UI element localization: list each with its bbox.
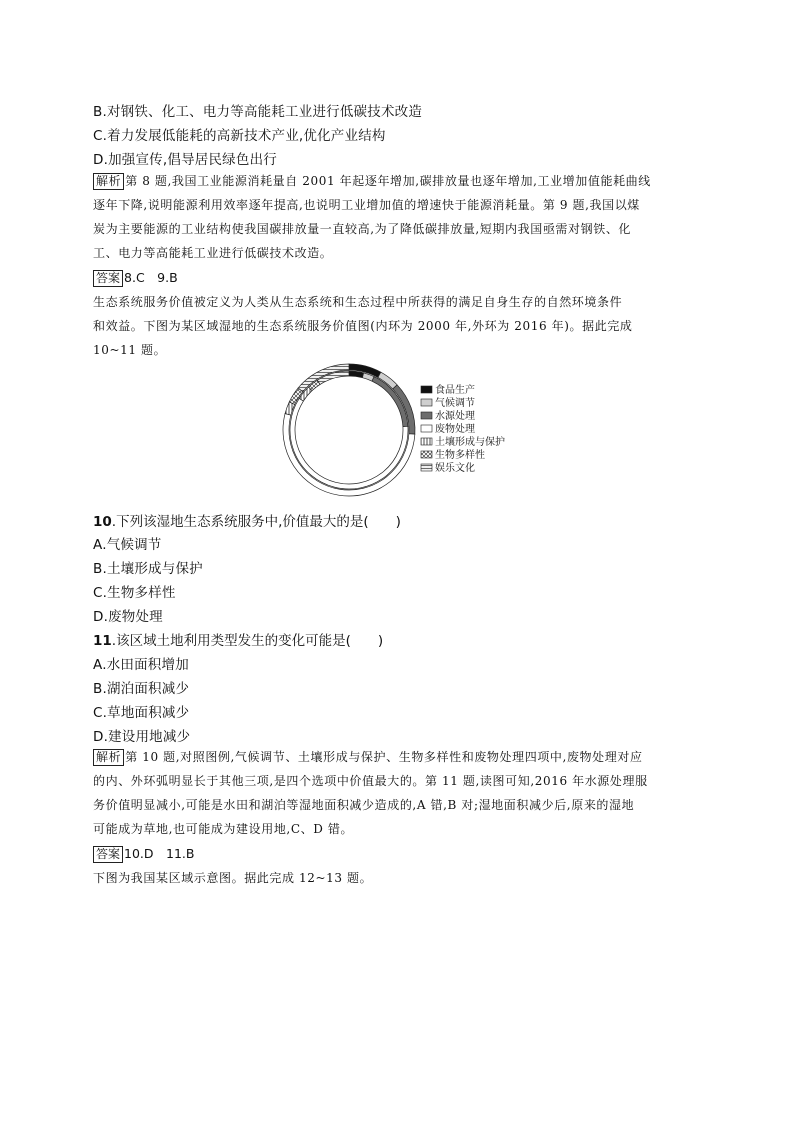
legend-swatch-5 — [421, 451, 432, 458]
inner-ring-slice-0 — [349, 371, 364, 378]
analysis-tag: 解析 — [93, 749, 124, 766]
question-number: 11 — [93, 633, 112, 649]
question-10: 10.下列该湿地生态系统服务中,价值最大的是( ) — [93, 514, 401, 530]
answer-8-9 — [93, 268, 178, 287]
q10-option-c: C.生物多样性 — [93, 585, 176, 601]
legend-swatch-0 — [421, 386, 432, 393]
legend-swatch-1 — [421, 399, 432, 406]
option-c: C.着力发展低能耗的高新技术产业,优化产业结构 — [93, 128, 386, 144]
answer-10-11 — [93, 844, 194, 863]
legend-label-6: 娱乐文化 — [435, 463, 475, 474]
q11-option-a: A.水田面积增加 — [93, 657, 189, 673]
answer-text: 10.D 11.B — [124, 846, 195, 861]
analysis-tag: 解析 — [93, 173, 124, 190]
q11-option-d: D.建设用地减少 — [93, 729, 191, 745]
analysis-8-9-line-3: 炭为主要能源的工业结构使我国碳排放量一直较高,为了降低碳排放量,短期内我国亟需对钢铁、化 — [93, 222, 632, 236]
legend-label-4: 土壤形成与保护 — [435, 437, 505, 448]
analysis-10-11-line-2: 的内、外环弧明显长于其他三项,是四个选项中价值最大的。第 11 题,读图可知,2016 年水源处理服 — [93, 774, 648, 788]
q10-option-a: A.气候调节 — [93, 537, 162, 553]
question-number: 10 — [93, 514, 112, 530]
legend-label-0: 食品生产 — [435, 385, 475, 396]
analysis-10-11-line-3: 务价值明显减小,可能是水田和湖泊等湿地面积减少造成的,A 错,B 对;湿地面积减少后,原来的湿地 — [93, 798, 635, 812]
analysis-10-11-line-1: 解析 第 10 题,对照图例,气候调节、土壤形成与保护、生物多样性和废物处理四项中,废物处理对应 — [93, 748, 643, 766]
intro-line-3: 10~11 题。 — [93, 343, 167, 357]
intro-line-1: 生态系统服务价值被定义为人类从生态系统和生态过程中所获得的满足自身生存的自然环境条件 — [93, 295, 623, 309]
q10-option-b: B.土壤形成与保护 — [93, 561, 203, 577]
q11-option-c: C.草地面积减少 — [93, 705, 190, 721]
answer-tag: 答案 — [93, 270, 123, 287]
next-question-intro: 下图为我国某区域示意图。据此完成 12~13 题。 — [93, 871, 373, 885]
analysis-8-9-line-2: 逐年下降,说明能源利用效率逐年提高,也说明工业增加值的增速快于能源消耗量。第 9 题,我国以煤 — [93, 198, 640, 212]
q10-option-d: D.废物处理 — [93, 609, 163, 625]
legend-swatch-4 — [421, 438, 432, 445]
legend-swatch-3 — [421, 425, 432, 432]
answer-text: 8.C 9.B — [124, 270, 178, 285]
question-11: 11.该区域土地利用类型发生的变化可能是( ) — [93, 633, 384, 649]
analysis-8-9-line-4: 工、电力等高能耗工业进行低碳技术改造。 — [93, 246, 333, 260]
legend-swatch-2 — [421, 412, 432, 419]
legend-label-3: 废物处理 — [435, 424, 475, 435]
answer-tag: 答案 — [93, 846, 123, 863]
ring-group — [283, 364, 415, 496]
legend-label-1: 气候调节 — [435, 398, 475, 409]
analysis-10-11-line-4: 可能成为草地,也可能成为建设用地,C、D 错。 — [93, 822, 354, 836]
legend-label-2: 水源处理 — [435, 411, 475, 422]
ecosystem-value-ring-chart — [282, 362, 522, 498]
legend-swatch-6 — [421, 464, 432, 471]
option-d: D.加强宣传,倡导居民绿色出行 — [93, 152, 277, 168]
outer-ring-slice-3 — [283, 414, 415, 496]
intro-line-2: 和效益。下图为某区域湿地的生态系统服务价值图(内环为 2000 年,外环为 2016 年)。据此完成 — [93, 319, 633, 333]
option-b: B.对钢铁、化工、电力等高能耗工业进行低碳技术改造 — [93, 104, 423, 120]
chart-legend — [421, 383, 505, 474]
analysis-8-9-line-1: 解析 第 8 题,我国工业能源消耗量自 2001 年起逐年增加,碳排放量也逐年增加,工业增加值能耗曲线 — [93, 172, 651, 190]
q11-option-b: B.湖泊面积减少 — [93, 681, 190, 697]
legend-label-5: 生物多样性 — [435, 450, 485, 461]
